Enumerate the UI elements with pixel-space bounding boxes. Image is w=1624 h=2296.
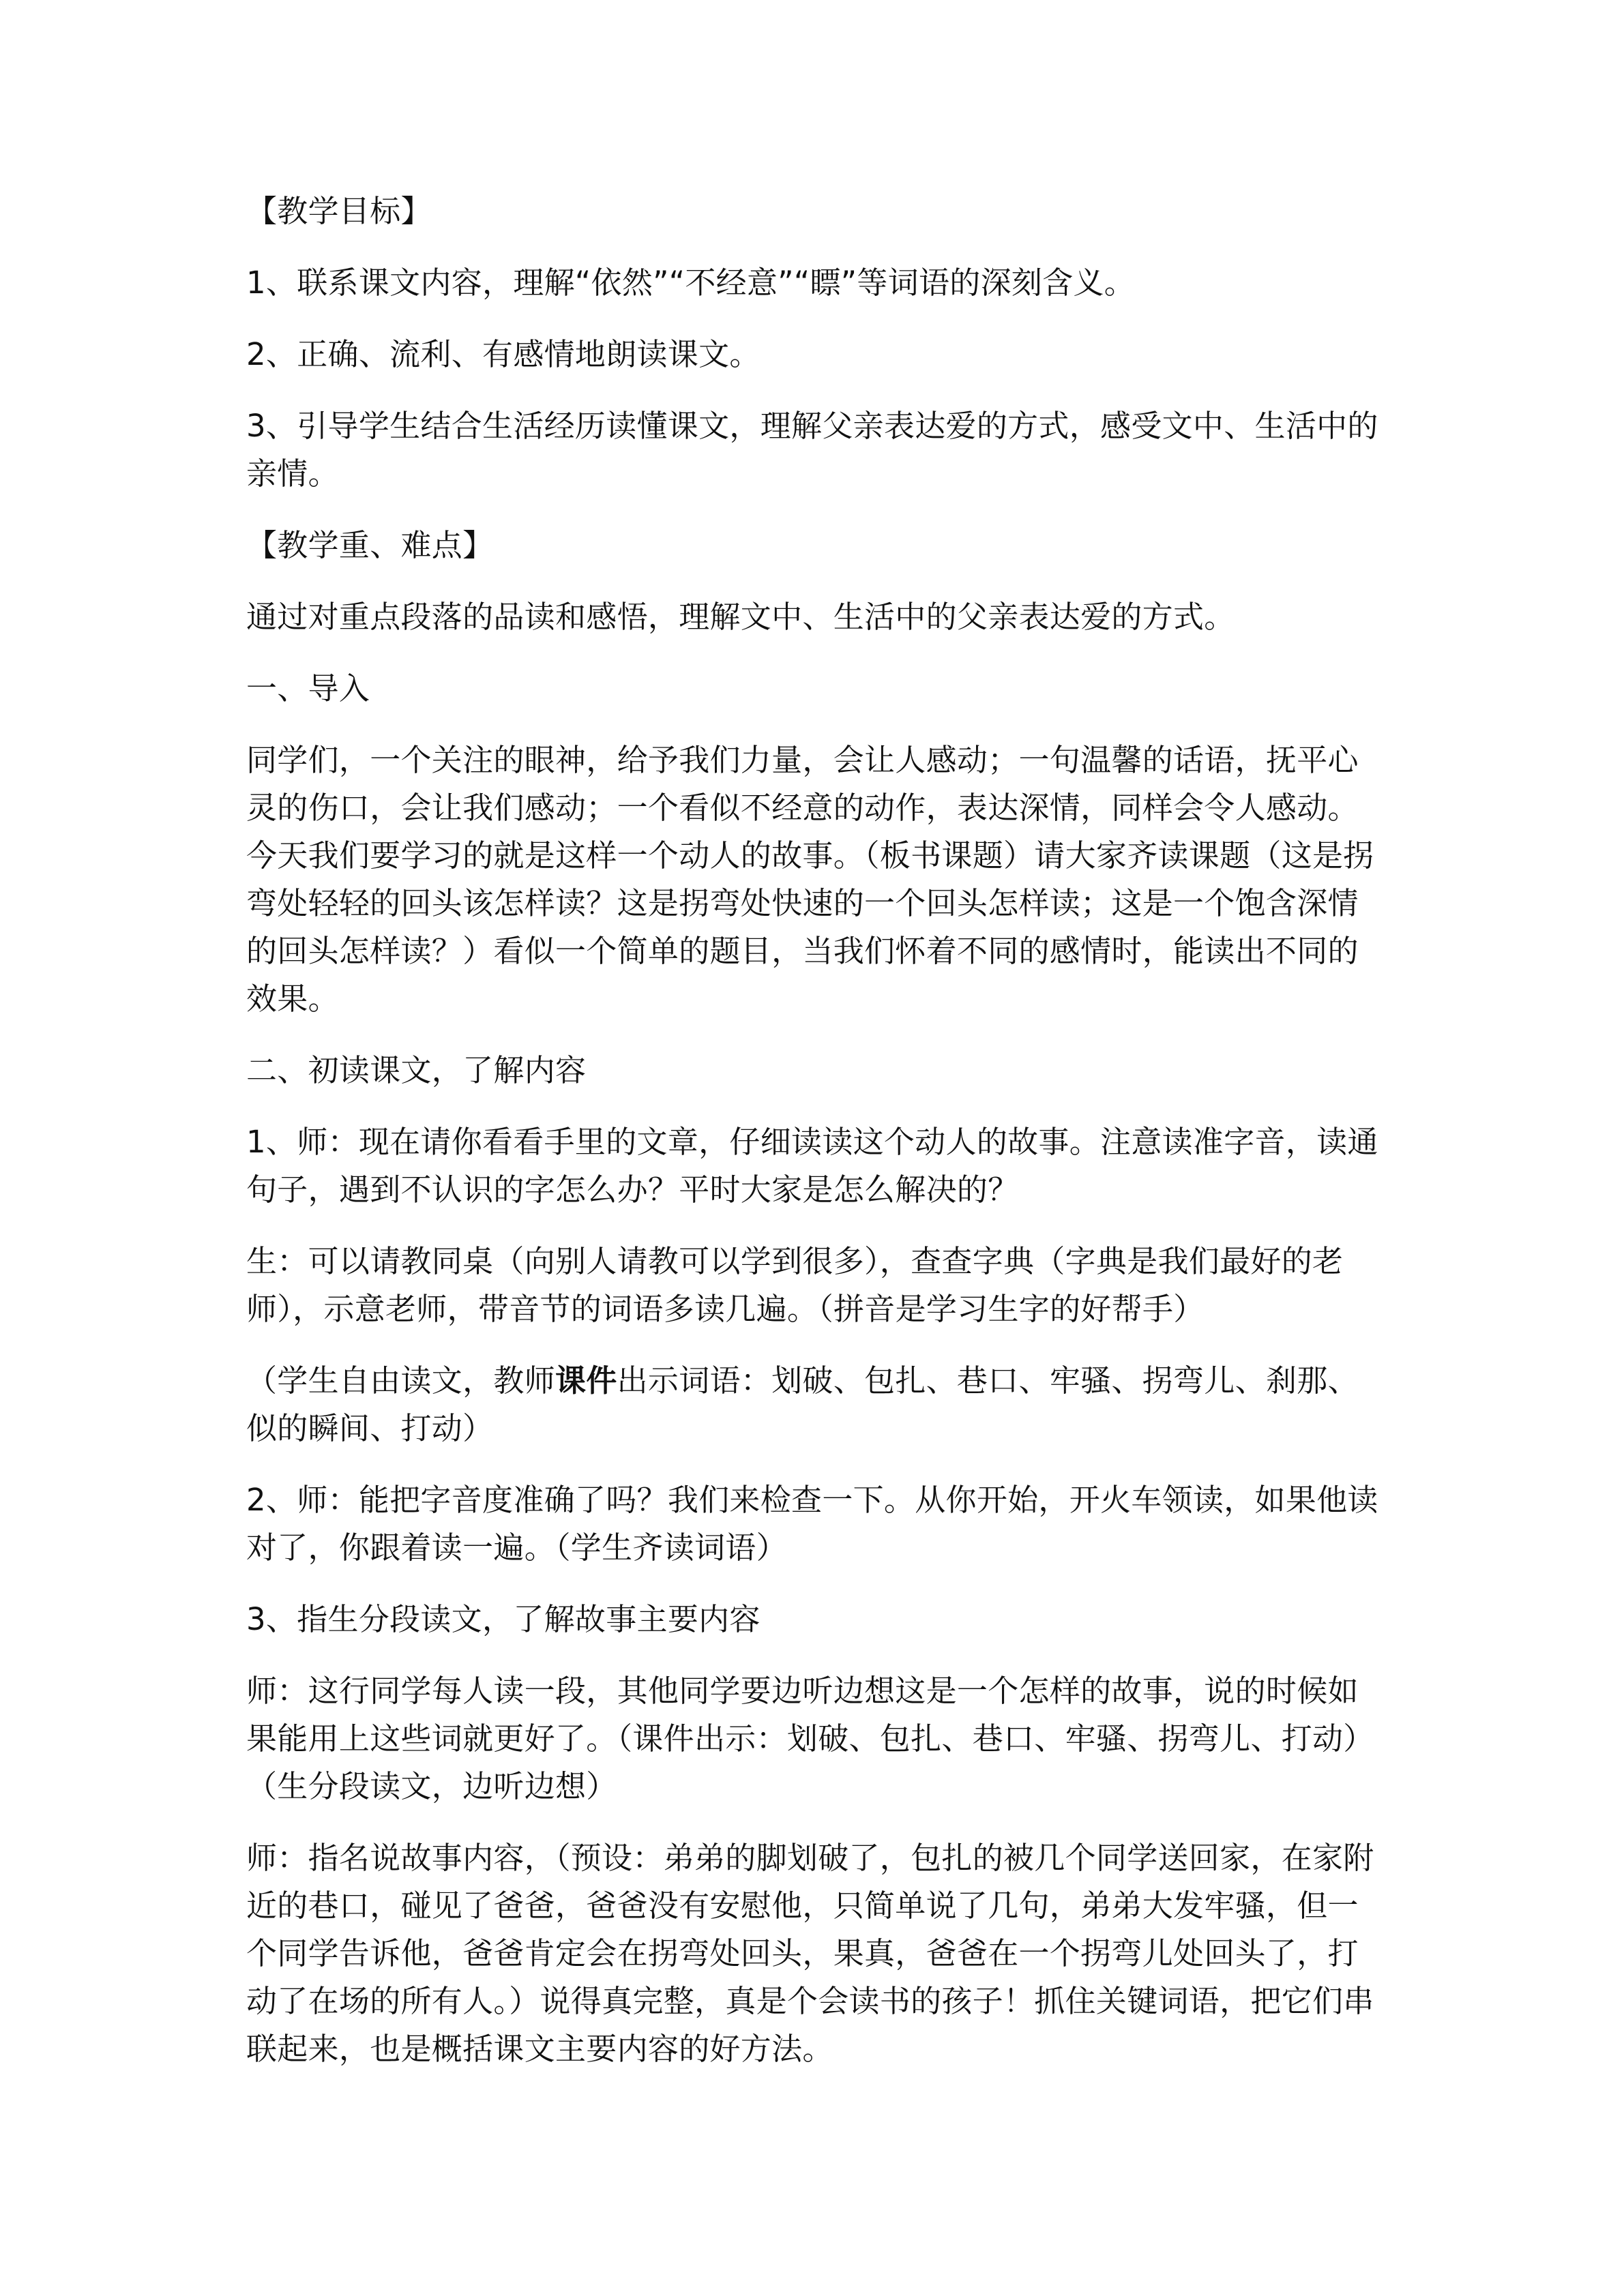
step-1-note-after: 出示词语：划破、包扎、巷口、牢骚、拐弯儿、刹那、似的瞬间、打动） xyxy=(246,1362,1359,1446)
keypoints-text: 通过对重点段落的品读和感悟，理解文中、生活中的父亲表达爱的方式。 xyxy=(246,599,1235,635)
section-2-title: 二、初读课文，了解内容 xyxy=(246,1052,587,1088)
objective-1: 1、联系课文内容，理解“依然”“不经意”“瞟”等词语的深刻含义。 xyxy=(246,265,1136,301)
step-1-note-before: （学生自由读文，教师 xyxy=(246,1362,556,1399)
step-2-text: 2、师：能把字音度准确了吗？我们来检查一下。从你开始，开火车领读，如果他读对了，你跟着读一遍。（学生齐读词语） xyxy=(246,1482,1378,1566)
step-3-title: 3、指生分段读文，了解故事主要内容 xyxy=(246,1601,761,1637)
section-1-title: 一、导入 xyxy=(246,670,370,706)
document-body xyxy=(246,188,1382,2097)
step-1-teacher: 1、师：现在请你看看手里的文章，仔细读读这个动人的故事。注意读准字音，读通句子，遇到不认识的字怎么办？平时大家是怎么解决的？ xyxy=(246,1124,1378,1208)
objectives-heading: 【教学目标】 xyxy=(246,193,432,229)
objective-3: 3、引导学生结合生活经历读懂课文，理解父亲表达爱的方式，感受文中、生活中的亲情。 xyxy=(246,408,1378,492)
step-3-summary: 师：指名说故事内容，（预设：弟弟的脚划破了，包扎的被几个同学送回家，在家附近的巷口，碰见了爸爸，爸爸没有安慰他，只简单说了几句，弟弟大发牢骚，但一个同学告诉他，爸爸肯定会在拐弯处回头，果真，爸爸在一个拐弯儿处回头了，打动了在场的所有人。）说得真完整，真是个会读书的孩子！抓住关键词语，把它们串联起来，也是概括课文主要内容的好方法。 xyxy=(246,1840,1374,2067)
step-1-student: 生：可以请教同桌（向别人请教可以学到很多），查查字典（字典是我们最好的老师），示意老师，带音节的词语多读几遍。（拼音是学习生字的好帮手） xyxy=(246,1243,1344,1327)
step-3-teacher: 师：这行同学每人读一段，其他同学要边听边想这是一个怎样的故事，说的时候如果能用上这些词就更好了。（课件出示：划破、包扎、巷口、牢骚、拐弯儿、打动）（生分段读文，边听边想） xyxy=(246,1673,1374,1804)
objective-2: 2、正确、流利、有感情地朗读课文。 xyxy=(246,336,761,372)
keypoints-heading: 【教学重、难点】 xyxy=(246,527,494,563)
section-1-text: 同学们，一个关注的眼神，给予我们力量，会让人感动；一句温馨的话语，抚平心灵的伤口，会让我们感动；一个看似不经意的动作，表达深情，同样会令人感动。今天我们要学习的就是这样一个动人的故事。（板书课题）请大家齐读课题（这是拐弯处轻轻的回头该怎样读？这是拐弯处快速的一个回头怎样读；这是一个饱含深情的回头怎样读？）看似一个简单的题目，当我们怀着不同的感情时，能读出不同的效果。 xyxy=(246,742,1374,1017)
step-1-note-bold: 课件 xyxy=(555,1362,617,1399)
step-1-note xyxy=(246,1357,1382,1452)
